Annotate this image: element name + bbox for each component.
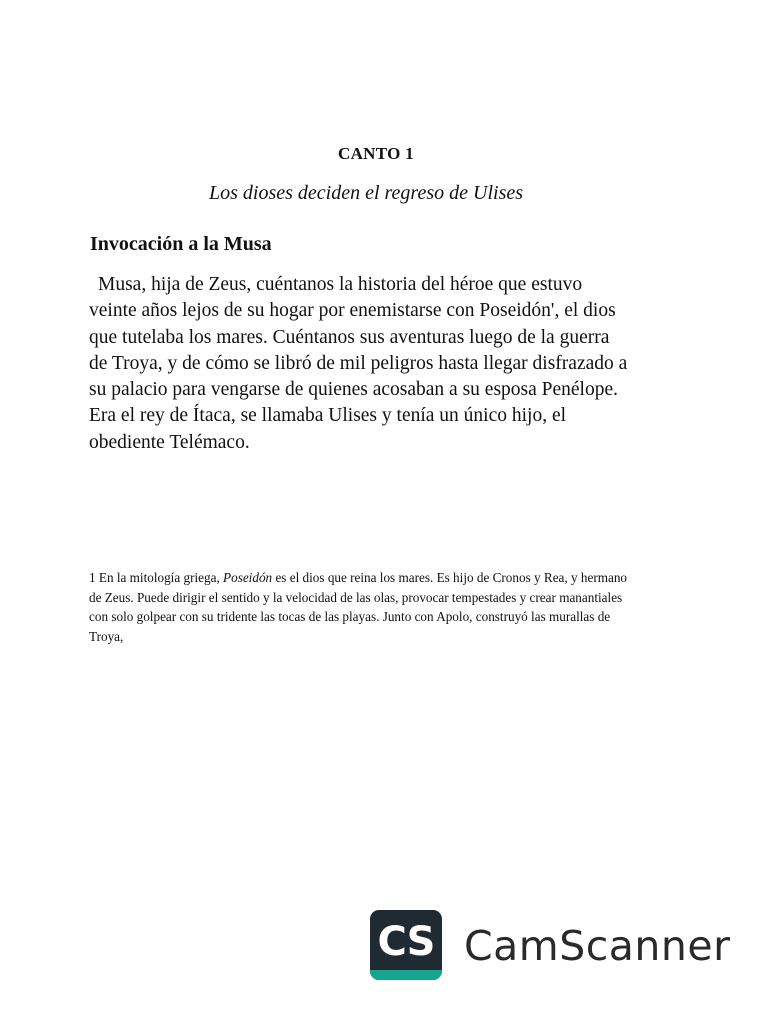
footnote-lead: 1 En la mitología griega,	[89, 570, 224, 585]
section-heading: Invocación a la Musa	[90, 233, 272, 255]
body-paragraph: Musa, hija de Zeus, cuéntanos la historia del héroe que estuvo veinte años lejos de su hogar por enemistarse con Poseidón', el dios que tutelaba los mares. Cuéntanos sus aventuras luego de la guerra de Troya, y de cómo se libró de mil peligros hasta llegar disfrazado a su palacio para vengarse de quienes acosaban a su esposa Penélope. Era el rey de Ítaca, se llamaba Ulises y tenía un único hijo, el obediente Telémaco.	[89, 274, 628, 453]
footnote	[89, 568, 629, 646]
camscanner-wordmark: CamScanner	[464, 922, 731, 970]
camscanner-logo-icon	[370, 910, 442, 980]
footnote-rest: es el dios que reina los mares. Es hijo de Cronos y Rea, y hermano de Zeus. Puede dirigir el sentido y la velocidad de las olas, provocar tempestades y crear manantiales con solo golpear con su tridente las tocas de las playas. Junto con Apolo, construyó las murallas de Troya,	[89, 570, 628, 644]
canto-title: CANTO 1	[338, 144, 414, 163]
footnote-emphasis: Poseidón	[223, 570, 273, 585]
camscanner-logo-mark-text: CS	[377, 919, 435, 965]
camscanner-watermark	[370, 910, 731, 982]
camscanner-logo-accent-bar	[370, 970, 442, 980]
canto-subtitle: Los dioses deciden el regreso de Ulises	[208, 182, 524, 204]
